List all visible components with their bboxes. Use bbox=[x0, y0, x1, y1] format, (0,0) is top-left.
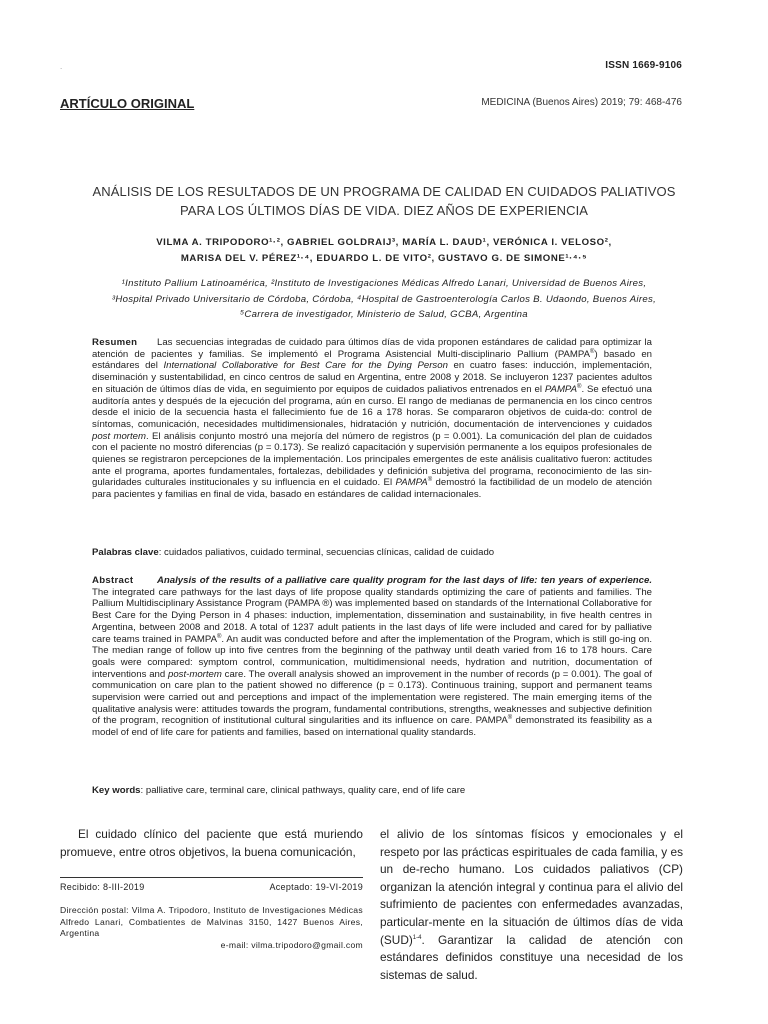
abstract-block bbox=[92, 575, 652, 739]
resumen-text: . Se efectuó una auditoría antes y después de la ejecución del programa, aún en curso. El rango de medianas de permanencia en los cinco centros desde el inicio de la secuencia hasta el fallecimiento fue de 16 a 178 horas. Se compararon objetivos de cuida-do: control de síntomas, comunicación, necesidades multidimensionales, hidratación y nutrición, documentación de intervenciones y cuidados bbox=[92, 383, 652, 430]
abstract-text: . An audit was conducted before and after the implementation of the Program, which is still go-ing on. The median range of follow up into five centres from the beginning of the pathway until death varied from 16 to 178 hours. Care goals were compared: symptom control, communication, multidimensional needs, hydration and nutrition, documentation of interventions and bbox=[92, 633, 653, 680]
key-words-text: : palliative care, terminal care, clinical pathways, quality care, end of life care bbox=[140, 785, 466, 796]
resumen-text: ) basado en estándares del bbox=[92, 348, 653, 372]
abstract-italic: post-mortem bbox=[168, 668, 222, 680]
affiliation-line: ³Hospital Privado Universitario de Córdoba, Córdoba, ⁴Hospital de Gastroenterología Carlos B. Udaondo, Buenos Aires, bbox=[111, 293, 657, 305]
body-paragraph: El cuidado clínico del paciente que está muriendo promueve, entre otros objetivos, la buena comunicación, bbox=[60, 827, 363, 859]
registered-mark: ® bbox=[427, 477, 433, 484]
affiliations bbox=[60, 276, 708, 323]
authors-line: MARISA DEL V. PÉREZ¹·⁴, EDUARDO L. DE VITO², GUSTAVO G. DE SIMONE¹·⁴·⁵ bbox=[180, 253, 588, 264]
title-line: PARA LOS ÚLTIMOS DÍAS DE VIDA. DIEZ AÑOS DE EXPERIENCIA bbox=[179, 203, 589, 218]
issn: ISSN 1669-9106 bbox=[605, 60, 682, 71]
key-words bbox=[92, 785, 652, 796]
registered-mark: ® bbox=[590, 348, 595, 355]
body-text: el alivio de los síntomas físicos y emocionales y el respeto por las prácticas espirituales de cada familia, y es un de-recho humano. Los cuidados paliativos (CP) organizan la atención integral y continua para el alivio del sufrimiento de pacientes con enfermedades avanzadas, particular-mente en la situación de últimos días de vida (SUD) bbox=[380, 827, 683, 947]
palabras-clave-text: : cuidados paliativos, cuidado terminal, secuencias clínicas, calidad de cuidado bbox=[158, 547, 495, 558]
palabras-clave bbox=[92, 547, 652, 558]
section-label: ARTÍCULO ORIGINAL bbox=[60, 96, 195, 111]
resumen-italic: PAMPA bbox=[395, 477, 428, 489]
registered-mark: ® bbox=[216, 633, 222, 640]
postal-address: Dirección postal: Vilma A. Tripodoro, Instituto de Investigaciones Médicas Alfredo Lanari, Combatientes de Malvinas 3150, 1427 Buenos Aires, Argentina bbox=[60, 905, 363, 938]
corner-mark: . bbox=[60, 62, 63, 71]
body-text: . Garantizar la calidad de atención con estándares definidos constituye una necesidad de los sistemas de salud. bbox=[380, 932, 683, 982]
key-words-label: Key words bbox=[92, 785, 141, 796]
resumen-block bbox=[92, 337, 652, 501]
abstract-title: Analysis of the results of a palliative care quality program for the last days of life: ten years of experience. bbox=[157, 575, 652, 586]
resumen-italic: PAMPA bbox=[544, 383, 578, 395]
authors-line: VILMA A. TRIPODORO¹·², GABRIEL GOLDRAIJ³, MARÍA L. DAUD¹, VERÓNICA I. VELOSO², bbox=[156, 237, 612, 248]
resumen-text: demostró la factibilidad de un modelo de atención para pacientes y familias en final de vida, basado en estándares de calidad internacionales. bbox=[92, 477, 652, 501]
body-column-right bbox=[380, 826, 683, 984]
resumen-label: Resumen bbox=[92, 337, 138, 348]
abstract-text: demonstrated its feasibility as a model of end of life care for patients and families, based on international quality standards. bbox=[92, 715, 652, 739]
journal-citation: MEDICINA (Buenos Aires) 2019; 79: 468-476 bbox=[481, 97, 682, 108]
accepted-date: Aceptado: 19-VI-2019 bbox=[269, 882, 363, 892]
abstract-text: care. The overall analysis showed an improvement in the number of records (p = 0.001). The goal of communication on care plan to the patient showed no difference (p = 0.173). Continuous training, support and permanent teams supervision were carried out and perceptions and impact of the implementation were registered. The main emerging items of the qualitative analysis were: attitudes towards the program, fundamental contributions, strengths, weaknesses and subjective definition of the program, recognition of institutional cultural singularities and its influence on care. PAMPA bbox=[92, 668, 652, 727]
registered-mark: ® bbox=[507, 715, 513, 722]
resumen-italic: International Collaborative for Best Care for the Dying Person bbox=[163, 360, 448, 372]
footer-rule bbox=[60, 877, 363, 878]
palabras-clave-label: Palabras clave bbox=[92, 547, 159, 558]
resumen-text: . El análisis conjunto mostró una mejoría del número de registros (p = 0.001). La comunicación del plan de cuidados con el paciente no mostró diferencias (p = 0.173). Se realizó capacitación y supervisión permanente a los equipos profesionales de quienes se registraron percepciones de la implementación. Los principales emergentes de este análisis cualitativo fueron: actitudes ante el programa, aportes fundamentales, fortalezas, debilidades y definición subjetiva del programa, reconocimiento de las sin-gularidades culturales institucionales y su influencia en el cuidado. El bbox=[92, 430, 652, 489]
resumen-text: en cuatro fases: inducción, implementación, diseminación y sustentabilidad, en cinco centros de salud en Argentina, entre 2008 y 2018. Se incluyeron 1237 pacientes adultos en situación de últimos días de vida, en seguimiento por equipos de cuidados paliativos entrenados en el bbox=[92, 360, 652, 395]
article-title bbox=[50, 182, 718, 220]
citation-ref: 1-4 bbox=[412, 934, 422, 941]
dates-row bbox=[60, 882, 363, 892]
affiliation-line: ⁵Carrera de investigador, Ministerio de Salud, GCBA, Argentina bbox=[240, 309, 528, 320]
author-list bbox=[60, 235, 708, 267]
body-column-left bbox=[60, 826, 363, 861]
resumen-italic: post mortem bbox=[92, 430, 146, 442]
registered-mark: ® bbox=[577, 383, 582, 390]
title-line: ANÁLISIS DE LOS RESULTADOS DE UN PROGRAMA DE CALIDAD EN CUIDADOS PALIATIVOS bbox=[92, 184, 676, 199]
affiliation-line: ¹Instituto Pallium Latinoamérica, ²Instituto de Investigaciones Médicas Alfredo Lanari, Universidad de Buenos Aires, bbox=[121, 278, 647, 289]
resumen-text: Las secuencias integradas de cuidado para últimos días de vida proponen estándares de calidad para optimizar la atención de pacientes y familias. Se implementó el Programa Asistencial Multi-disciplinario Pallium (PAMPA bbox=[92, 337, 652, 360]
contact-email[interactable]: e-mail: vilma.tripodoro@gmail.com bbox=[220, 940, 363, 950]
received-date: Recibido: 8-III-2019 bbox=[60, 882, 145, 892]
abstract-label: Abstract bbox=[92, 575, 134, 586]
abstract-text: The integrated care pathways for the last days of life propose quality standards optimizing the care of patients and families. The Pallium Multidisciplinary Assistance Program (PAMPA ®) was implemented based on standards of the International Collaborative for Best Care for the Dying Person in 4 phases: induction, implementation, dissemination and sustainability, in five health centres in Argentina, between 2008 and 2018. A total of 1237 adult patients in the last days of life were included and cared for by palliative care teams trained in PAMPA bbox=[92, 586, 652, 645]
